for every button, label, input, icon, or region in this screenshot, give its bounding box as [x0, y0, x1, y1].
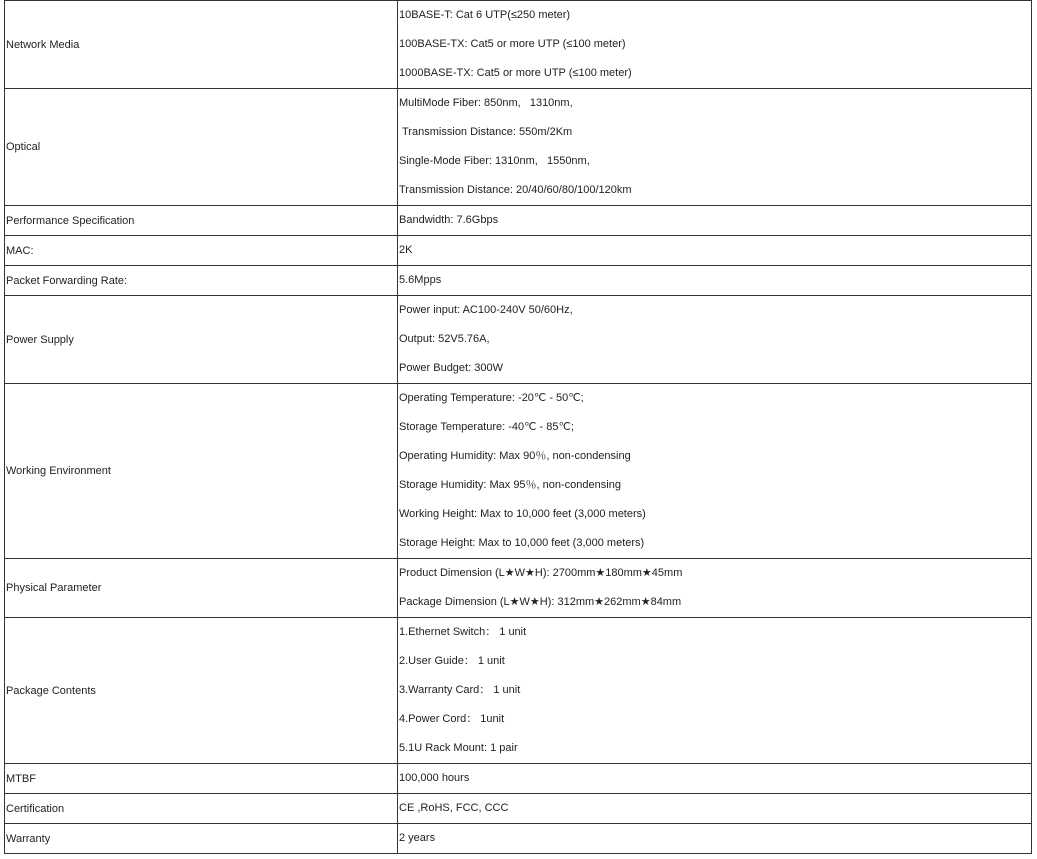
spec-value-line: 1.Ethernet Switch： 1 unit [399, 626, 527, 638]
table-row [5, 296, 1032, 384]
spec-value-line: Package Dimension (L★W★H): 312mm★262mm★84mm [399, 596, 682, 608]
table-row [5, 89, 1032, 206]
spec-value [398, 384, 1032, 559]
spec-value-line: Operating Temperature: -20℃ - 50℃; [399, 392, 584, 404]
spec-label: Network Media [5, 1, 398, 89]
spec-value [398, 266, 1032, 296]
spec-value-line: 100BASE-TX: Cat5 or more UTP (≤100 meter) [399, 38, 626, 50]
spec-value-line: Transmission Distance: 550m/2Km [399, 126, 573, 138]
spec-value-line: Output: 52V5.76A, [399, 333, 490, 345]
table-row [5, 559, 1032, 618]
spec-value-line: MultiMode Fiber: 850nm, 1310nm, [399, 97, 573, 109]
spec-label: Working Environment [5, 384, 398, 559]
spec-value-line: Operating Humidity: Max 90％, non-condensing [399, 450, 631, 462]
spec-value [398, 764, 1032, 794]
spec-label: Physical Parameter [5, 559, 398, 618]
spec-value-line: Working Height: Max to 10,000 feet (3,000 meters) [399, 508, 646, 520]
spec-value-line: 2 years [399, 832, 436, 844]
table-row [5, 1, 1032, 89]
spec-value-line: Product Dimension (L★W★H): 2700mm★180mm★45mm [399, 567, 683, 579]
spec-value [398, 824, 1032, 854]
spec-value-line: 100,000 hours [399, 772, 470, 784]
spec-label: Warranty [5, 824, 398, 854]
spec-value [398, 618, 1032, 764]
table-row [5, 236, 1032, 266]
spec-value-line: 3.Warranty Card： 1 unit [399, 684, 521, 696]
spec-value [398, 236, 1032, 266]
spec-value-line: Bandwidth: 7.6Gbps [399, 214, 499, 226]
table-row [5, 266, 1032, 296]
spec-table [4, 0, 1032, 854]
spec-label: Certification [5, 794, 398, 824]
table-row [5, 206, 1032, 236]
spec-value-line: 2.User Guide： 1 unit [399, 655, 505, 667]
spec-value-line: 5.6Mpps [399, 274, 442, 286]
spec-label: Optical [5, 89, 398, 206]
spec-value-line: Transmission Distance: 20/40/60/80/100/120km [399, 184, 632, 196]
spec-label: Packet Forwarding Rate: [5, 266, 398, 296]
spec-value [398, 89, 1032, 206]
spec-value-line: 5.1U Rack Mount: 1 pair [399, 742, 518, 754]
spec-label: Package Contents [5, 618, 398, 764]
spec-value-line: Storage Height: Max to 10,000 feet (3,000 meters) [399, 537, 645, 549]
spec-value-line: 2K [399, 244, 413, 256]
spec-label: Performance Specification [5, 206, 398, 236]
spec-value-line: Power Budget: 300W [399, 362, 503, 374]
table-row [5, 764, 1032, 794]
spec-value-line: 10BASE-T: Cat 6 UTP(≤250 meter) [399, 9, 571, 21]
spec-value [398, 206, 1032, 236]
spec-value-line: 4.Power Cord： 1unit [399, 713, 505, 725]
table-row [5, 618, 1032, 764]
spec-value-line: Power input: AC100-240V 50/60Hz, [399, 304, 573, 316]
spec-value-line: Single-Mode Fiber: 1310nm, 1550nm, [399, 155, 590, 167]
spec-value-line: Storage Temperature: -40℃ - 85℃; [399, 421, 574, 433]
table-row [5, 824, 1032, 854]
spec-value [398, 559, 1032, 618]
spec-table-body [5, 1, 1032, 854]
spec-value [398, 296, 1032, 384]
spec-value-line: Storage Humidity: Max 95％, non-condensing [399, 479, 621, 491]
spec-value-line: 1000BASE-TX: Cat5 or more UTP (≤100 meter) [399, 67, 632, 79]
spec-value [398, 1, 1032, 89]
spec-label: MTBF [5, 764, 398, 794]
table-row [5, 384, 1032, 559]
spec-value [398, 794, 1032, 824]
spec-label: Power Supply [5, 296, 398, 384]
spec-value-line: CE ,RoHS, FCC, CCC [399, 802, 509, 814]
table-row [5, 794, 1032, 824]
spec-label: MAC: [5, 236, 398, 266]
